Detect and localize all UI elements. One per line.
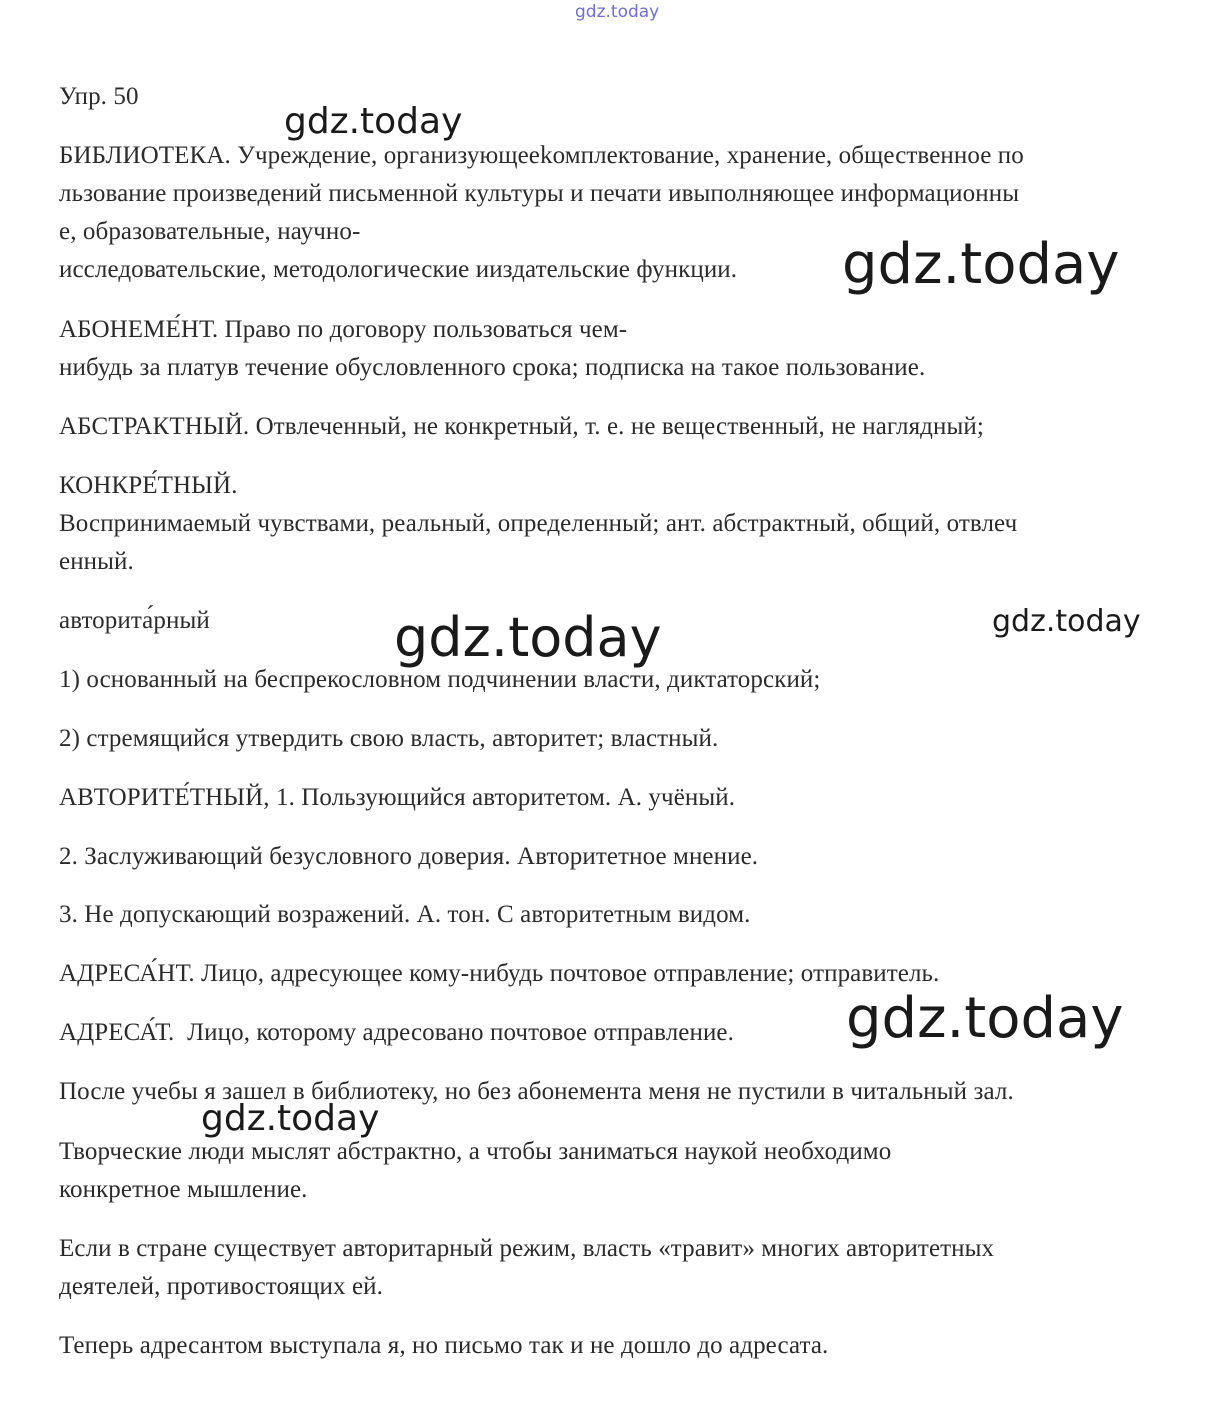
entry-konkretny-line-2: Воспринимаемый чувствами, реальный, определенный; ант. абстрактный, общий, отвлеч xyxy=(59,510,1018,537)
sentence-1: После учебы я зашел в библиотеку, но без абонемента меня не пустили в читальный зал. xyxy=(59,1078,1014,1105)
entry-avtoritetny-sense-1: АВТОРИТЕ́ТНЫЙ, 1. Пользующийся авторитетом. А. учёный. xyxy=(59,784,736,811)
entry-abonement-line-1: АБОНЕМЕ́НТ. Право по договору пользоваться чем- xyxy=(59,316,628,343)
exercise-title: Упр. 50 xyxy=(59,83,139,110)
watermark-1: gdz.today xyxy=(284,101,463,142)
sentence-3-line-1: Если в стране существует авторитарный режим, власть «травит» многих авторитетных xyxy=(59,1235,995,1262)
entry-konkretny-head: КОНКРЕ́ТНЫЙ. xyxy=(59,472,238,499)
entry-avtoritetny-sense-2: 2. Заслуживающий безусловного доверия. Авторитетное мнение. xyxy=(59,843,759,870)
entry-biblioteka-line-4: исследовательские, методологические ииздательские функции. xyxy=(59,256,738,283)
entry-avtoritetny-sense-3: 3. Не допускающий возражений. А. тон. С авторитетным видом. xyxy=(59,901,751,928)
watermark-3: gdz.today xyxy=(394,606,662,669)
entry-abonement-line-2: нибудь за платув течение обусловленного срока; подписка на такое пользование. xyxy=(59,354,926,381)
watermark-4: gdz.today xyxy=(992,604,1141,639)
entry-avtoritarny-sense-2: 2) стремящийся утвердить свою власть, авторитет; властный. xyxy=(59,725,719,752)
entry-biblioteka-line-2: льзование произведений письменной культуры и печати ивыполняющее информационны xyxy=(59,180,1020,207)
entry-biblioteka-line-3: е, образовательные, научно- xyxy=(59,218,361,245)
entry-avtoritarny-sense-1: 1) основанный на беспрекословном подчинении власти, диктаторский; xyxy=(59,666,821,693)
entry-avtoritarny-head: авторита́рный xyxy=(59,607,210,634)
watermark-5: gdz.today xyxy=(846,986,1124,1051)
sentence-2-line-2: конкретное мышление. xyxy=(59,1176,308,1203)
entry-biblioteka-line-1: БИБЛИОТЕКА. Учреждение, организующееkомплектование, хранение, общественное по xyxy=(59,142,1024,169)
watermark-6: gdz.today xyxy=(201,1098,380,1139)
entry-konkretny-line-3: енный. xyxy=(59,548,134,575)
watermark-top: gdz.today xyxy=(575,2,660,22)
sentence-4: Теперь адресантом выступала я, но письмо так и не дошло до адресата. xyxy=(59,1332,829,1359)
entry-adresant: АДРЕСА́НТ. Лицо, адресующее кому-нибудь почтовое отправление; отправитель. xyxy=(59,960,940,987)
sentence-2-line-1: Творческие люди мыслят абстрактно, а чтобы заниматься наукой необходимо xyxy=(59,1138,892,1165)
entry-abstraktny: АБСТРАКТНЫЙ. Отвлеченный, не конкретный, т. е. не вещественный, не наглядный; xyxy=(59,413,984,440)
entry-adresat: АДРЕСА́Т. Лицо, которому адресовано почтовое отправление. xyxy=(59,1019,734,1046)
watermark-2: gdz.today xyxy=(842,232,1120,297)
sentence-3-line-2: деятелей, противостоящих ей. xyxy=(59,1273,384,1300)
